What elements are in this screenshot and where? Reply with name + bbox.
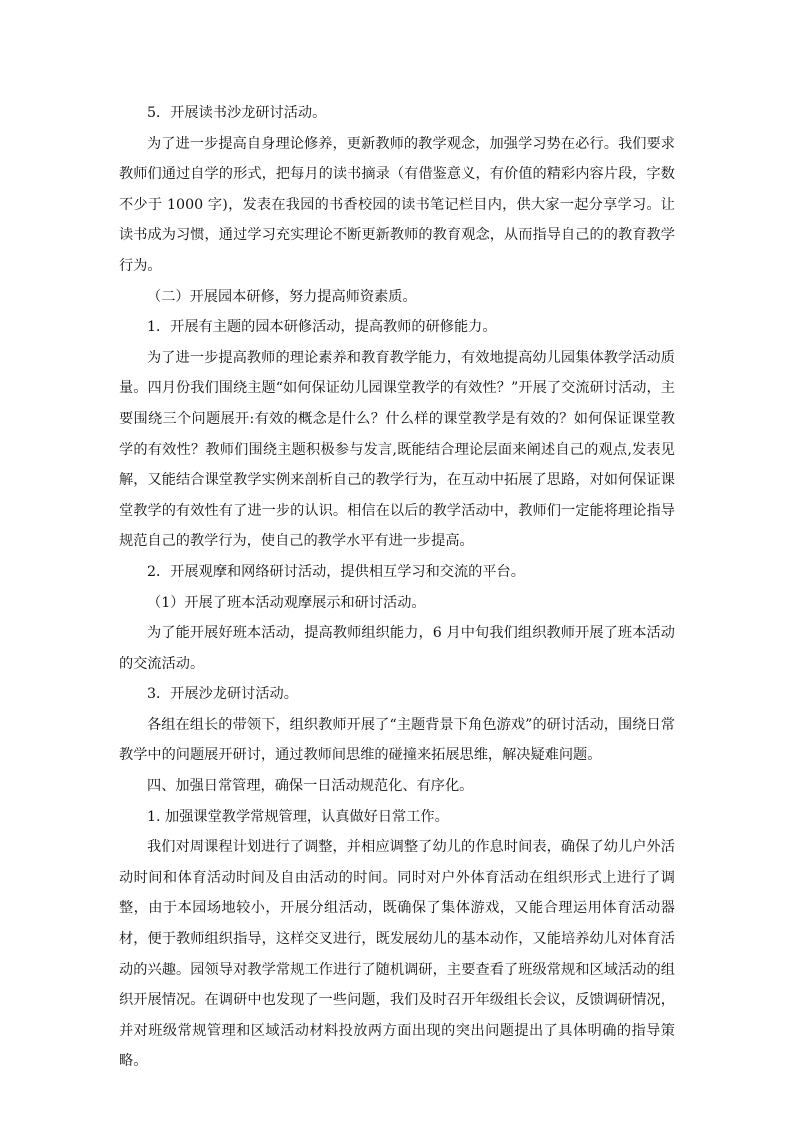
heading-daily-management: 四、加强日常管理，确保一日活动规范化、有序化。 (147, 778, 474, 795)
para-class-activity: 为了能开展好班本活动，提高教师组织能力，6 月中旬我们组织教师开展了班本活动的交流活动。 (119, 625, 675, 672)
heading-observation-network: 2．开展观摩和网络研讨活动，提供相互学习和交流的平台。 (147, 563, 525, 580)
para-themed-research: 为了进一步提高教师的理论素养和教育教学能力，有效地提高幼儿园集体教学活动质量。四月份我们围绕主题“如何保证幼儿园课堂教学的有效性？”开展了交流研讨活动，主要围绕三个问题展开:有效的概念是什么？什么样的课堂教学是有效的？如何保证课堂教学的有效性？教师们围绕主题积极参与发言,既能结合理论层面来阐述自己的观点,发表见解，又能结合课堂教学实例来剖析自己的教学行为，在互动中拓展了思路，对如何保证课堂教学的有效性有了进一步的认识。相信在以后的教学活动中，教师们一定能将理论指导规范自己的教学行为，使自己的教学水平有进一步提高。 (119, 349, 675, 550)
heading-reading-salon: 5．开展读书沙龙研讨活动。 (147, 105, 327, 121)
heading-themed-research: 1．开展有主题的园本研修活动，提高教师的研修能力。 (147, 319, 497, 336)
para-salon-research: 各组在组长的带领下，组织教师开展了“主题背景下角色游戏”的研讨活动，围绕日常教学中的问题展开研讨，通过教师间思维的碰撞来拓展思维，解决疑难问题。 (119, 716, 675, 764)
heading-class-activity: （1）开展了班本活动观摩展示和研讨活动。 (147, 594, 426, 611)
document-body (119, 98, 675, 1077)
heading-salon-research: 3．开展沙龙研讨活动。 (147, 686, 298, 703)
para-reading-salon: 为了进一步提高自身理论修养，更新教师的教学观念，加强学习势在必行。我们要求教师们通过自学的形式，把每月的读书摘录（有借鉴意义，有价值的精彩内容片段，字数不少于 1000 字)，发表在我园的书香校园的读书笔记栏目内，供大家一起分享学习。让读书成为习惯，通过学习充实理论不断更新教师的教育观念，从而指导自己的的教育教学行为。 (119, 135, 675, 274)
para-classroom-routine: 我们对周课程计划进行了调整，并相应调整了幼儿的作息时间表，确保了幼儿户外活动时间和体育活动时间及自由活动的时间。同时对户外体育活动在组织形式上进行了调整，由于本园场地较小，开展分组活动，既确保了集体游戏，又能合理运用体育活动器材，便于教师组织指导，这样交叉进行，既发展幼儿的基本动作，又能培养幼儿对体育活动的兴趣。园领导对教学常规工作进行了随机调研，主要查看了班级常规和区域活动的组织开展情况。在调研中也发现了一些问题，我们及时召开年级组长会议，反馈调研情况，并对班级常规管理和区域活动材料投放两方面出现的突出问题提出了具体明确的指导策略。 (119, 839, 675, 1070)
heading-school-research: （二）开展园本研修，努力提高师资素质。 (147, 288, 417, 305)
heading-classroom-routine: 1. 加强课堂教学常规管理，认真做好日常工作。 (147, 808, 449, 825)
